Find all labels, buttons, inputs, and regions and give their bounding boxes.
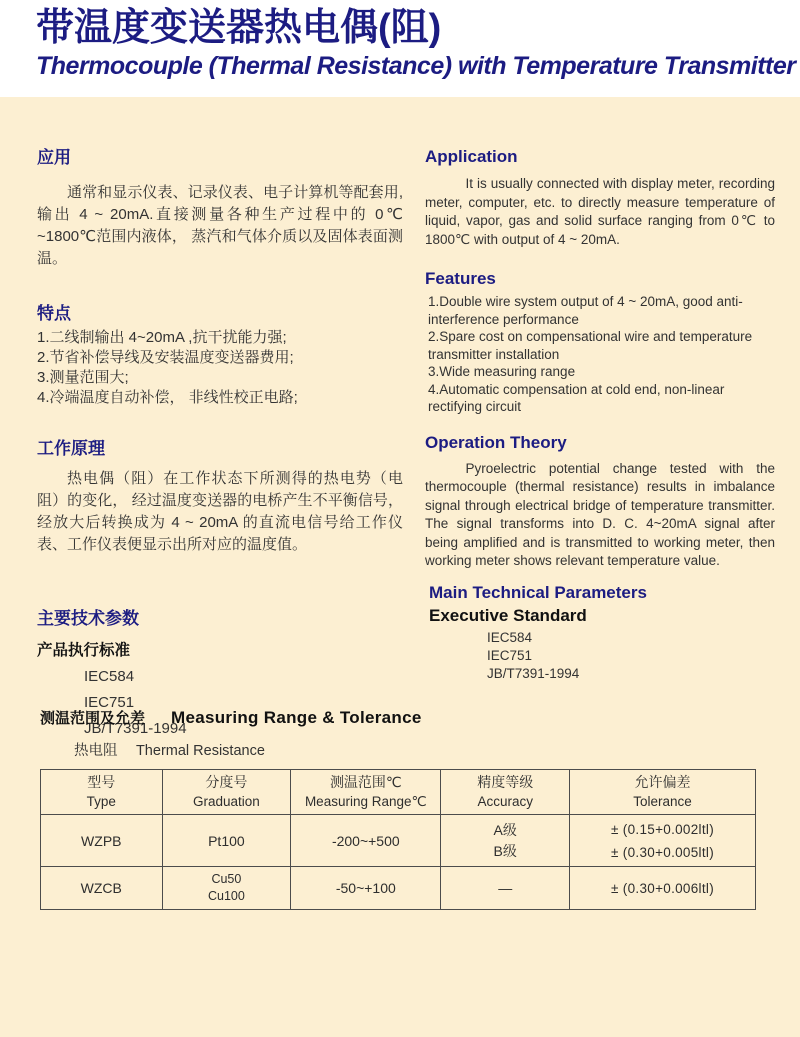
cell-type: WZCB — [41, 867, 163, 910]
col-header-range — [291, 770, 441, 815]
section-heading-parameters-zh: 主要技术参数 — [37, 609, 139, 628]
feature-item-en: 1.Double wire system output of 4 ~ 20mA, good anti-interference performance — [428, 294, 743, 327]
col-header-tolerance — [570, 770, 756, 815]
standard-item: IEC584 — [84, 668, 135, 685]
page-header — [0, 0, 800, 97]
feature-item-zh: 2.节省补偿导线及安装温度变送器费用; — [37, 349, 294, 366]
theory-body-en: Pyroelectric potential change tested with the thermocouple (thermal resistance) results in imbalance signal through electrical bridge of temperature transmitter. The signal transforms into D. C. 4~20mA signal after being amplified and is transmitted to working meter, then working meter shows relevant temperature value. — [425, 460, 775, 568]
cell-accuracy: — — [441, 867, 570, 910]
feature-item-zh: 3.测量范围大; — [37, 369, 129, 386]
section-heading-theory-en: Operation Theory — [425, 432, 567, 452]
measuring-section — [0, 688, 800, 910]
tolerance-line: ± (0.15+0.002ltl) — [611, 821, 714, 837]
col-header-en: Type — [86, 794, 116, 809]
graduation-line: Cu50 — [211, 872, 242, 886]
col-header-graduation — [162, 770, 291, 815]
subheading-en: Thermal Resistance — [135, 743, 265, 759]
table-header-row — [41, 770, 756, 815]
cell-tolerance — [570, 867, 756, 910]
section-heading-application-zh: 应用 — [37, 148, 71, 167]
section-heading-features-en: Features — [425, 269, 496, 288]
cell-tolerance — [570, 815, 756, 867]
col-header-zh: 测温范围℃ — [329, 774, 402, 790]
col-header-type — [41, 770, 163, 815]
feature-item-en: 4.Automatic compensation at cold end, non-linear rectifying circuit — [428, 381, 725, 414]
features-list-en — [425, 293, 775, 416]
section-heading-features-zh: 特点 — [37, 304, 71, 323]
standard-item: IEC584 — [487, 629, 533, 645]
table-row-wzpb — [41, 815, 756, 867]
col-header-zh: 精度等级 — [477, 774, 534, 790]
accuracy-line: B级 — [493, 842, 517, 859]
column-english — [403, 97, 775, 688]
section-heading-parameters-en: Main Technical Parameters — [429, 582, 647, 602]
standard-item: IEC751 — [487, 647, 533, 663]
subheading-zh: 热电阻 — [74, 743, 118, 759]
section-heading-theory-zh: 工作原理 — [37, 439, 105, 458]
theory-body-zh: 热电偶（阻）在工作状态下所测得的热电势（电阻）的变化， 经过温度变送器的电桥产生不平衡信号， 经放大后转换成为 4 ~ 20mA 的直流电信号给工作仪表、工作仪表便显示出所对应的温度值。 — [37, 470, 403, 553]
measuring-heading-en: Measuring Range & Tolerance — [171, 708, 422, 727]
col-header-accuracy — [441, 770, 570, 815]
cell-range: -200~+500 — [291, 815, 441, 867]
section-heading-application-en: Application — [425, 147, 518, 166]
col-header-en: Tolerance — [633, 794, 692, 809]
application-body-zh: 通常和显示仪表、记录仪表、电子计算机等配套用, 输出 4 ~ 20mA.直接测量各种生产过程中的 0℃ ~1800℃范围内液体， 蒸汽和气体介质以及固体表面测温。 — [37, 184, 403, 267]
feature-item-en: 2.Spare cost on compensational wire and temperature transmitter installation — [428, 329, 753, 362]
col-header-en: Graduation — [192, 794, 260, 809]
page-title-zh: 带温度变送器热电偶(阻) — [36, 7, 442, 49]
standards-list-en — [425, 629, 775, 683]
standard-item: JB/T7391-1994 — [84, 720, 187, 737]
tolerance-table — [40, 769, 756, 910]
tolerance-line: ± (0.30+0.006ltl) — [611, 880, 714, 896]
thermal-resistance-subheading — [40, 739, 800, 760]
col-header-zh: 允许偏差 — [634, 774, 691, 790]
tolerance-line: ± (0.30+0.005ltl) — [611, 844, 714, 860]
page-title-en: Thermocouple (Thermal Resistance) with Temperature Transmitter — [36, 51, 796, 80]
measuring-heading-zh: 测温范围及允差 — [40, 710, 146, 727]
standard-item: JB/T7391-1994 — [487, 665, 580, 681]
feature-item-zh: 1.二线制输出 4~20mA ,抗干扰能力强; — [37, 329, 287, 346]
cell-graduation: Pt100 — [162, 815, 291, 867]
executive-standard-heading-en: Executive Standard — [429, 605, 587, 625]
cell-graduation — [162, 867, 291, 910]
application-body-en: It is usually connected with display meter, recording meter, computer, etc. to directly measure temperature of liquid, vapor, gas and solid surface ranging from 0℃ to 1800℃ with output of 4 ~ 20mA. — [425, 176, 775, 247]
col-header-en: Accuracy — [477, 794, 533, 809]
cell-accuracy — [441, 815, 570, 867]
executive-standard-heading-zh: 产品执行标准 — [37, 642, 131, 659]
feature-item-en: 3.Wide measuring range — [428, 364, 576, 379]
feature-item-zh: 4.冷端温度自动补偿， 非线性校正电路; — [37, 389, 298, 406]
cell-range: -50~+100 — [291, 867, 441, 910]
col-header-zh: 分度号 — [205, 774, 248, 790]
graduation-line: Cu100 — [207, 889, 245, 903]
accuracy-line: A级 — [493, 821, 517, 838]
features-list-zh — [37, 328, 403, 408]
table-row-wzcb — [41, 867, 756, 910]
col-header-zh: 型号 — [87, 774, 116, 790]
standard-item: IEC751 — [84, 694, 135, 711]
cell-type: WZPB — [41, 815, 163, 867]
col-header-en: Measuring Range℃ — [304, 794, 427, 809]
standards-list-zh — [37, 664, 403, 742]
